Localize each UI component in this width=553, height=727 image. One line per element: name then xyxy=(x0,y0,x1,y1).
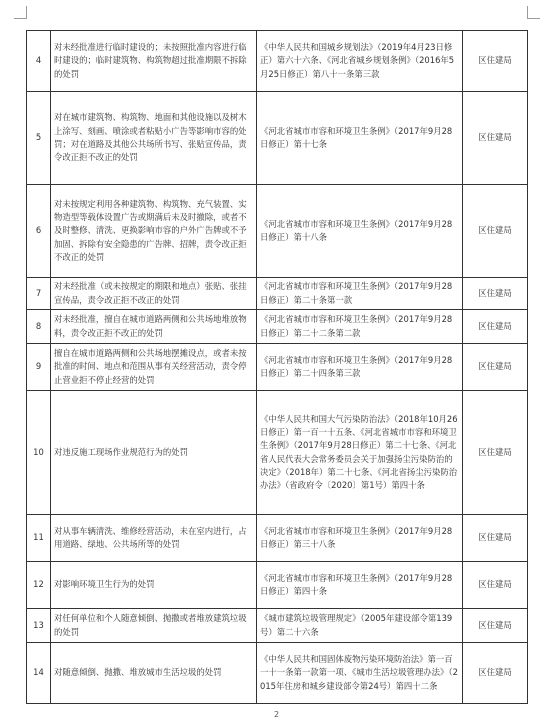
responsible-department: 区住建局 xyxy=(463,643,528,704)
legal-basis: 《河北省城市市容和环境卫生条例》（2017年9月28日修正）第二十四条第三款 xyxy=(257,344,463,391)
row-number: 8 xyxy=(27,310,51,344)
responsible-department: 区住建局 xyxy=(463,278,528,310)
table-row xyxy=(27,92,528,185)
responsible-department: 区住建局 xyxy=(463,562,528,609)
row-number: 9 xyxy=(27,344,51,391)
table-row xyxy=(27,609,528,643)
responsible-department: 区住建局 xyxy=(463,92,528,185)
legal-basis: 《河北省城市市容和环境卫生条例》（2017年9月28日修正）第十七条 xyxy=(257,92,463,185)
penalty-item: 对违反施工现场作业规范行为的处罚 xyxy=(51,391,257,515)
penalty-item: 擅自在城市道路两侧和公共场地摆摊设点，或者未按批准的时间、地点和范围从事有关经营活动，责令停止营业拒不停止经营的处罚 xyxy=(51,344,257,391)
table-row xyxy=(27,344,528,391)
responsible-department: 区住建局 xyxy=(463,391,528,515)
legal-basis: 《河北省城市市容和环境卫生条例》（2017年9月28日修正）第二十条第一款 xyxy=(257,278,463,310)
penalty-item: 对任何单位和个人随意倾倒、抛撒或者堆放建筑垃圾的处罚 xyxy=(51,609,257,643)
row-number: 13 xyxy=(27,609,51,643)
page-number: 2 xyxy=(273,710,280,719)
penalty-item: 对从事车辆清洗、维修经营活动，未在室内进行，占用道路、绿地、公共场所等的处罚 xyxy=(51,515,257,562)
penalty-item: 对未经批准，擅自在城市道路两侧和公共场地堆放物料，责令改正拒不改正的处罚 xyxy=(51,310,257,344)
legal-basis: 《河北省城市市容和环境卫生条例》（2017年9月28日修正）第二十二条第二款 xyxy=(257,310,463,344)
responsible-department: 区住建局 xyxy=(463,344,528,391)
penalty-item: 对影响环境卫生行为的处罚 xyxy=(51,562,257,609)
penalty-item: 对未经批准进行临时建设的；未按照批准内容进行临时建设的；临时建筑物、构筑物超过批准期限不拆除的处罚 xyxy=(51,31,257,92)
table-row xyxy=(27,643,528,704)
table-row xyxy=(27,278,528,310)
penalty-item: 对随意倾倒、抛撒、堆放城市生活垃圾的处罚 xyxy=(51,643,257,704)
row-number: 10 xyxy=(27,391,51,515)
responsible-department: 区住建局 xyxy=(463,515,528,562)
legal-basis: 《河北省城市市容和环境卫生条例》（2017年9月28日修正）第三十八条 xyxy=(257,515,463,562)
table-row xyxy=(27,562,528,609)
row-number: 14 xyxy=(27,643,51,704)
responsible-department: 区住建局 xyxy=(463,185,528,278)
table-row xyxy=(27,391,528,515)
responsible-department: 区住建局 xyxy=(463,310,528,344)
row-number: 6 xyxy=(27,185,51,278)
penalty-item: 对未按规定利用各种建筑物、构筑物、充气装置、实物造型等载体设置广告或期满后未及时撤除，或者不及时整修、清洗、更换影响市容的户外广告牌或不予加固、拆除有安全隐患的广告牌、招牌，责令改正拒不改正的处罚 xyxy=(51,185,257,278)
table-row xyxy=(27,185,528,278)
legal-basis: 《中华人民共和国固体废物污染环境防治法》第一百一十一条第一款第一项、《城市生活垃圾管理办法》（2015年住房和城乡建设部令第24号）第四十二条 xyxy=(257,643,463,704)
responsible-department: 区住建局 xyxy=(463,31,528,92)
table-row xyxy=(27,515,528,562)
table-row xyxy=(27,31,528,92)
legal-basis: 《城市建筑垃圾管理规定》（2005年建设部令第139号）第二十六条 xyxy=(257,609,463,643)
table-row xyxy=(27,310,528,344)
legal-basis: 《河北省城市市容和环境卫生条例》（2017年9月28日修正）第十八条 xyxy=(257,185,463,278)
legal-basis: 《中华人民共和国城乡规划法》（2019年4月23日修正）第六十六条、《河北省城乡规划条例》（2016年5月25日修正）第八十一条第三款 xyxy=(257,31,463,92)
crop-mark-top-right xyxy=(527,6,540,19)
responsible-department: 区住建局 xyxy=(463,609,528,643)
row-number: 5 xyxy=(27,92,51,185)
legal-basis: 《中华人民共和国大气污染防治法》（2018年10月26日修正）第一百一十五条、《河北省城市市容和环境卫生条例》（2017年9月28日修正）第二十七条、《河北省人民代表大会常务委员会关于加强扬尘污染防治的决定》（2018年）第二十七条、《河北省扬尘污染防治办法》（省政府令〔2020〕第1号）第四十条 xyxy=(257,391,463,515)
table-body xyxy=(27,31,528,704)
crop-mark-top-left xyxy=(14,6,27,19)
row-number: 7 xyxy=(27,278,51,310)
legal-basis: 《河北省城市市容和环境卫生条例》（2017年9月28日修正）第四十条 xyxy=(257,562,463,609)
row-number: 11 xyxy=(27,515,51,562)
penalty-items-table xyxy=(26,30,528,704)
row-number: 4 xyxy=(27,31,51,92)
row-number: 12 xyxy=(27,562,51,609)
penalty-item: 对未经批准（或未按规定的期限和地点）张贴、张挂宣传品，责令改正拒不改正的处罚 xyxy=(51,278,257,310)
penalty-item: 对在城市建筑物、构筑物、地面和其他设施以及树木上涂写、刻画、喷涂或者粘贴小广告等影响市容的处罚；对在道路及其他公共场所书写、张贴宣传品，责令改正拒不改正的处罚 xyxy=(51,92,257,185)
